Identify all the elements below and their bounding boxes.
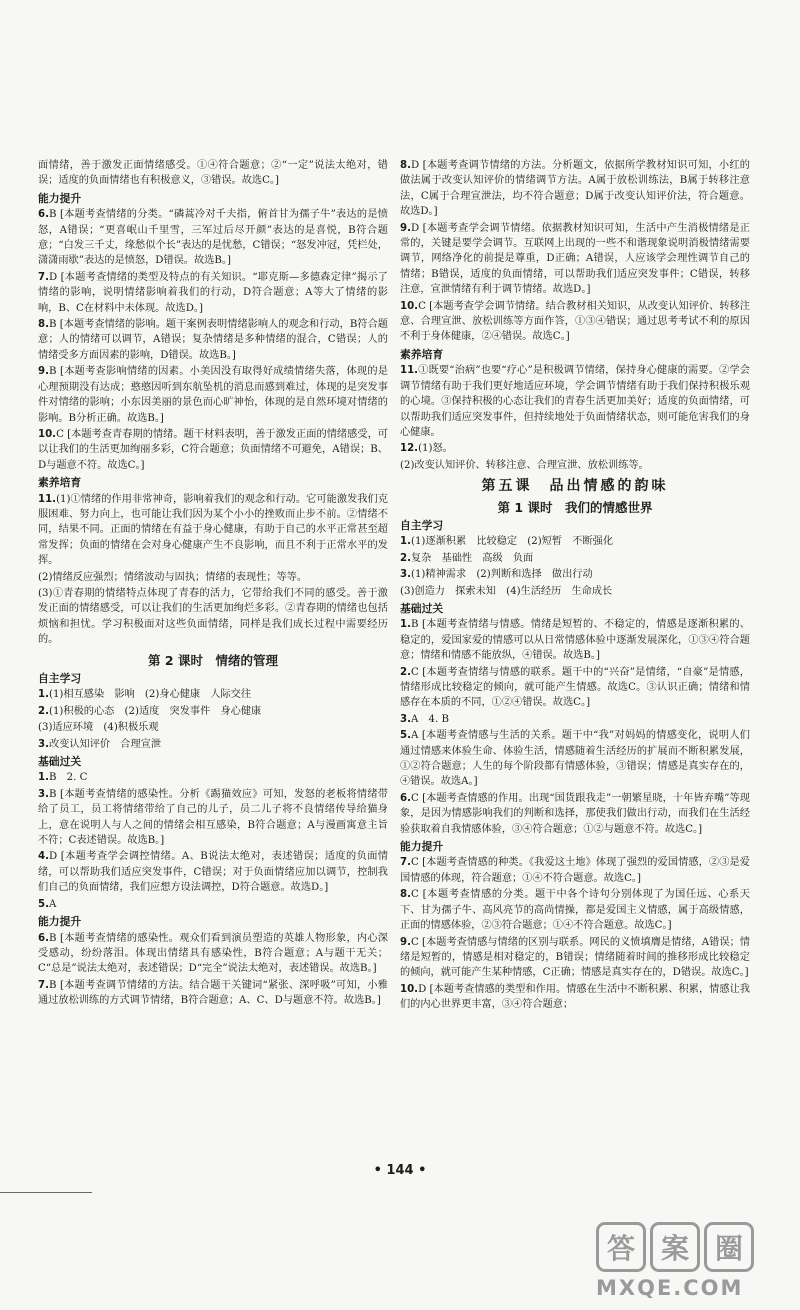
footer-rule [0,1192,92,1193]
answer-text: C [本题考查情感的种类。《我爱这土地》体现了强烈的爱国情感，②③是爱国情感的体现，符合题意；①④不符合题意。故选C。] [400,857,750,884]
watermark-logo [596,1222,792,1302]
answer-text: D [本题考查情绪的类型及特点的有关知识。“耶克斯—多德森定律”揭示了情绪的影响，说明情绪影响着我们的行动，D符合题意；A等大了情绪的影响，B、C在材料中未体现。故选D。] [38,271,388,314]
item-number: 6. [38,932,49,944]
answer-text: ①既要“治病”也要“疗心”是积极调节情绪，保持身心健康的需要。②学会调节情绪有助于我们更好地适应环境，学会调节情绪有助于我们保持积极乐观的心境。③保持积极的心态让我们的青春生活更加美好；适度的负面情绪，可以帮助我们适应突发事件，但持续地处于负面情绪状态，则可能危害我们的身心健康。 [400,365,750,438]
item-number: 1. [400,536,411,548]
answer-text: D [本题考查学会调控情绪。A、B说法太绝对，表述错误；适度的负面情绪，可以帮助我们适应突发事件，C错误；对于负面情绪应加以调节，控制我们自己的负面情绪，我们应想方设法调控，D符合题意。故选D。] [38,851,388,894]
answer-item [38,427,388,473]
answer-text: B [本题考查情绪的感染性。观众们看到演员塑造的英雄人物形象，内心深受感动，纷纷落泪。体现出情绪具有感染性，B符合题意；A与题干无关；C“总是”说法太绝对，表述错误；D“完全”说法太绝对，表述错误。故选B。] [38,932,388,975]
item-number: 2. [400,552,411,564]
answer-text: B [本题考查情绪与情感。情绪是短暂的、不稳定的，情感是逐渐积累的、稳定的，爱国家爱的情感可以从日常情感体验中逐渐发展深化，①③④符合题意；情绪和情感不能放纵，④错误。故选B。] [400,619,750,662]
answer-text: A 4. B [410,713,449,725]
answer-text: (1)精神需求 (2)判断和选择 做出行动 [410,569,593,581]
answer-item [400,665,750,711]
answer-text: B [本题考查调节情绪的方法。结合题干关键词“紧张、深呼吸”可知，小雅通过放松训练的方式调节情绪，B符合题意；A、C、D与题意不符。故选B。] [38,979,388,1007]
answer-item [400,221,750,298]
answer-item [400,728,750,790]
section-heading: 自主学习 [38,672,82,685]
answer-item [38,207,388,269]
answer-text: C [本题考查情感的分类。题干中各个诗句分别体现了为国任远、心系天下、甘为孺子牛、高风亮节的高尚情操，都是爱国主义情感，属于高级情感，正面的情感体验，②③符合题意；①④不符合题意。故选C。] [400,889,750,932]
answer-text: C [本题考查情感与情绪的区别与联系。网民的义愤填膺是情绪，A错误；情绪是短暂的，情感是相对稳定的，B错误；情绪随着时间的推移形成比较稳定的倾向，就可能产生某种情感，C正确；情感是真实存在的，D错误。故选C。] [400,936,750,979]
answer-item [38,570,388,585]
answer-text: (1)怒。 [418,443,453,455]
answer-text: B 2. C [48,772,88,784]
answer-item [400,551,750,566]
period-title: 第 2 课时 情绪的管理 [148,652,278,668]
item-number: 6. [400,792,411,804]
answer-text: C [本题考查青春期的情绪。题干材料表明，善于激发正面的情绪感受，可以让我们的生活更加绚丽多彩，C符合题意；负面情绪不可避免，A错误；B、D与题意不符。故选C。] [38,428,388,471]
answer-item [38,687,388,702]
item-number: 3. [400,569,411,581]
answer-item [400,458,750,473]
section-heading: 能力提升 [38,915,82,929]
answer-item [38,737,388,752]
item-number: 3. [400,713,411,725]
item-number: 7. [38,979,49,991]
answer-item [38,364,388,426]
watermark-url: MXQE.COM [596,1276,744,1300]
watermark-char: 答 [596,1222,646,1272]
answer-text: B [本题考查情绪的分类。“磷蒿冷对千夫指，俯首甘为孺子牛”表达的是愤怒，A错误；“更喜岷山千里雪，三军过后尽开颜”表达的是喜悦，B符合题意；“白发三千丈，缘愁似个长”表达的是忧愁，C错误；“怒发冲冠，凭栏处，潇潇雨歇”表达的是愤怒，D错误。故选B。] [38,209,388,267]
answer-text: (1)①情绪的作用非常神奇，影响着我们的观念和行动。它可能激发我们克服困难、努力向上，也可能让我们因为某个小小的挫败而止步不前。②情绪不同，结果不同。正面的情绪在有益于身心健康，有助于自己的水平正常甚至超常发挥；负面的情绪在会对身心健康产生不良影响，而且不利于正常水平的发挥。 [38,493,388,567]
item-number: 5. [400,730,411,742]
answer-item [400,567,750,582]
answer-text: D [本题考查调节情绪的方法。分析题文，依据所学教材知识可知，小红的做法属于改变认知评价的情绪调节方法。A属于放松训练法，B属于转移注意法，C属于合理宣泄法，均不符合题意；D属于改变认知评价法，符合题意。故选D。] [400,160,750,218]
answer-text: 面情绪，善于激发正面情绪感受。①④符合题意；②“一定”说法太绝对，错误；适度的负面情绪也有积极意义，③错误。故选C。] [38,160,388,187]
item-number: 3. [38,788,49,800]
section-heading: 基础过关 [400,601,444,615]
item-number: 10. [38,428,57,440]
item-number: 12. [400,443,419,455]
answer-item [400,855,750,886]
answer-text: (3)适应环境 (4)积极乐观 [38,722,159,734]
item-number: 7. [400,857,411,869]
answer-item [400,617,750,663]
answer-item [38,770,388,785]
answer-text: (1)逐渐积累 比较稳定 (2)短暂 不断强化 [410,536,614,548]
section-heading: 自主学习 [400,518,444,532]
item-number: 2. [400,666,411,678]
answer-text: C [本题考查情绪与情感的联系。题干中的“兴奋”是情绪，“自豪”是情感，情绪形成比较稳定的倾向，就可能产生情感。故选C。③认识正确；情绪和情感存在本质的不同，①②④错误。故选C。] [400,666,750,709]
answer-item [400,299,750,345]
answer-item [38,720,388,735]
answer-item [38,978,388,1009]
answer-text: (2)情绪反应强烈；情绪波动与固执；情绪的表现性；等等。 [38,571,308,583]
item-number: 10. [400,983,419,995]
answer-item [38,270,388,316]
section-heading: 能力提升 [400,840,444,854]
item-number: 4. [38,851,49,863]
answer-text: A [本题考查情感与生活的关系。题干中“我”对妈妈的情感变化，说明人们通过情感来体验生命、体验生活，情感随着生活经历的扩展而不断积累发展，①②符合题意；人生的每个阶段都有情感体验，③错误；情感是真实存在的，④错误。故选A。] [400,730,750,788]
answer-item [38,787,388,849]
left-column [38,158,388,1010]
item-number: 11. [38,493,57,505]
answer-text: (1)积极的心态 (2)适度 突发事件 身心健康 [48,705,262,717]
section-heading: 能力提升 [38,191,82,205]
answer-text: C [本题考查学会调节情绪。结合教材相关知识，从改变认知评价、转移注意、合理宣泄、放松训练等方面作答，①③④错误；通过思考考试不利的原因不利于身体健康，②④错误。故选C。] [400,300,750,343]
answer-item [400,534,750,549]
answer-text: D [本题考查学会调节情绪。依据教材知识可知，生活中产生消极情绪是正常的，关键是要学会调节。互联网上出现的一些不和谐现象说明消极情绪需要调节，网络净化的前提是尊重，D正确；A错误，人应该学会理性调节自己的情绪；B错误，适度的负面情绪，可以帮助我们适应突发事件；C错误，转移注意，宣泄情绪有利于调节情绪。故选D。] [400,222,750,296]
item-number: 7. [38,271,49,283]
item-number: 1. [38,689,49,701]
answer-text: B [本题考查影响情绪的因素。小美因没有取得好成绩情绪失落，体现的是心理预期没有达成；憨憨因听到东航坠机的消息而感到难过，体现的是突发事件对情绪的影响；小东因美丽的景色而心旷神怡，体现的是自然环境对情绪的影响。B分析正确。故选B。] [38,366,388,424]
answer-text: 改变认知评价 合理宣泄 [48,738,162,750]
page-number: • 144 • [373,1163,427,1178]
answer-text: (2)改变认知评价、转移注意、合理宣泄、放松训练等。 [400,459,649,471]
answer-item [38,158,388,189]
answer-text: (1)相互感染 影响 (2)身心健康 人际交往 [48,689,252,701]
item-number: 2. [38,705,49,717]
answer-text: 复杂 基础性 高级 负面 [410,552,534,564]
answer-item [400,363,750,440]
item-number: 11. [400,365,419,377]
item-number: 3. [38,738,49,750]
answer-item [38,897,388,912]
answer-text: A [48,898,57,910]
answer-item [38,317,388,363]
section-heading: 素养培育 [400,347,444,361]
answer-text: B [本题考查情绪的感染性。分析《踢猫效应》可知，发怒的老板将情绪带给了员工，员工将情绪带给了自己的儿子，员二儿子将不良情绪传导给猫身上，意在说明人与人之间的情绪会相互感染，B符合题意；A与漫画寓意主旨不符；C表述错误。故选B。] [38,788,388,847]
answer-item [38,849,388,895]
period-title: 第 1 课时 我们的情感世界 [497,499,653,515]
answer-item [400,441,750,456]
answer-item [400,982,750,1013]
item-number: 6. [38,209,49,221]
answer-item [38,931,388,977]
answer-text: C [本题考查情感的作用。出现“国货跟我走”一朝繁星晓，十年皆弃嘴”等现象，是因为情感影响我们的判断和选择，那使我们做出行动，而我们在生活经验获取着自我情感体验，③④符合题意；①②与题意不符。故选C。] [400,792,750,835]
answer-item [38,492,388,569]
answer-text: B [本题考查情绪的影响。题干案例表明情绪影响人的观念和行动，B符合题意；人的情绪可以调节，A错误；复杂情绪是多种情绪的混合，C错误；人的情绪受多方面因素的影响，D错误。故选B。] [38,319,388,361]
answer-item [38,704,388,719]
item-number: 10. [400,300,419,312]
right-column [400,158,750,1014]
section-heading: 基础过关 [38,755,82,769]
lesson-title: 第五课 品出情感的韵味 [481,478,669,495]
answer-item [400,158,750,220]
item-number: 9. [400,222,411,234]
watermark-char: 圈 [704,1222,754,1272]
answer-text: (3)①青春期的情绪特点体现了青春的活力，它带给我们不同的感受。善于激发正面的情绪感受，可以让我们的生活更加绚烂多彩。②青春期的情绪也包括烦恼和担忧。学习积极面对这些负面情绪，同样是我们成长过程中需要经历的。 [38,587,388,646]
item-number: 1. [38,772,49,784]
answer-text: D [本题考查情感的类型和作用。情感在生活中不断积累、积累，情感让我们的内心世界更丰富，③④符合题意； [400,983,750,1011]
answer-item [38,586,388,648]
answer-text: (3)创造力 探索未知 (4)生活经历 生命成长 [400,585,613,597]
item-number: 5. [38,898,49,910]
item-number: 9. [400,936,411,948]
answer-item [400,935,750,981]
answer-item [400,584,750,599]
item-number: 9. [38,366,49,378]
section-heading: 素养培育 [38,476,82,490]
item-number: 8. [400,160,411,171]
answer-item [400,791,750,837]
item-number: 8. [38,319,49,331]
answer-item [400,887,750,933]
watermark-char: 案 [650,1222,700,1272]
item-number: 8. [400,889,411,901]
answer-item [400,712,750,727]
item-number: 1. [400,619,411,631]
